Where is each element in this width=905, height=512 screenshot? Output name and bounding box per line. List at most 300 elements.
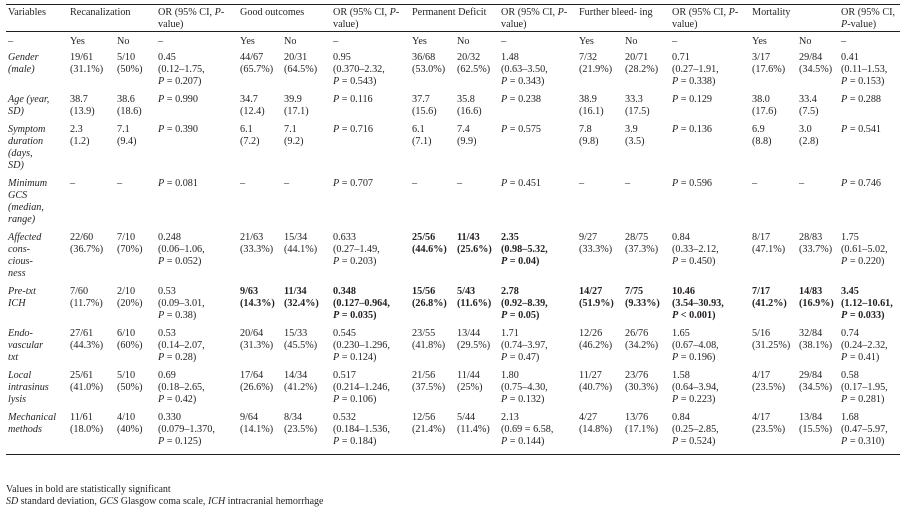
- cell-line: (0.09–3.01,: [158, 298, 205, 309]
- cell-line: 7/75: [625, 286, 644, 297]
- subheader-cell: Yes: [412, 36, 427, 47]
- row-label-line: (median,: [8, 202, 44, 213]
- cell-line: (44.6%): [412, 244, 447, 255]
- table-cell: [282, 286, 331, 328]
- subheader-cell: Yes: [240, 36, 255, 47]
- table-cell: [238, 370, 282, 412]
- cell-line: 0.69: [158, 370, 176, 381]
- cell-line: 13/84: [799, 412, 823, 423]
- row-label-line: vascular: [8, 340, 44, 351]
- cell-line: P = 0.184): [333, 436, 377, 447]
- table-cell: [331, 370, 410, 412]
- table-cell: [68, 52, 115, 94]
- cell-line: (46.2%): [579, 340, 613, 351]
- cell-line: (0.370–2.32,: [333, 64, 385, 75]
- table-cell: [499, 124, 577, 178]
- cell-line: 1.48: [501, 52, 519, 63]
- cell-line: 0.58: [841, 370, 859, 381]
- cell-line: P = 0.153): [841, 76, 885, 87]
- cell-line: 22/60: [70, 232, 94, 243]
- cell-line: (16.1): [579, 106, 604, 117]
- table-cell: [238, 286, 282, 328]
- cell-line: P = 0.390: [158, 124, 198, 135]
- cell-line: 2.78: [501, 286, 519, 297]
- cell-line: 44/67: [240, 52, 264, 63]
- table-cell: [750, 52, 797, 94]
- table-cell: [839, 52, 900, 94]
- header-variables: Variables: [8, 7, 46, 18]
- row-label: [6, 52, 68, 94]
- cell-line: (18.6): [117, 106, 142, 117]
- cell-line: P = 0.033): [841, 310, 885, 321]
- table-footnotes: [6, 484, 323, 508]
- cell-line: 0.348: [333, 286, 356, 297]
- cell-line: (12.4): [240, 106, 265, 117]
- table-cell: [670, 328, 750, 370]
- table-cell: [670, 94, 750, 124]
- cell-line: 4/17: [752, 370, 771, 381]
- cell-line: P = 0.223): [672, 394, 716, 405]
- table-cell: [577, 328, 623, 370]
- cell-line: (62.5%): [457, 64, 491, 75]
- table-cell: [623, 124, 670, 178]
- row-label-line: (male): [8, 64, 35, 75]
- table-cell: [499, 412, 577, 455]
- table-cell: [670, 52, 750, 94]
- table-cell: [238, 52, 282, 94]
- bold-note: Values in bold are statistically significant: [6, 484, 171, 495]
- cell-line: (9.2): [284, 136, 304, 147]
- row-label-line: Pre-txt: [8, 286, 36, 297]
- cell-line: 34.7: [240, 94, 258, 105]
- table-cell: [282, 178, 331, 232]
- cell-line: (11.4%): [457, 424, 490, 435]
- table-cell: [115, 178, 156, 232]
- cell-line: (15.6): [412, 106, 437, 117]
- cell-line: P = 0.450): [672, 256, 716, 267]
- cell-line: (0.24–2.32,: [841, 340, 888, 351]
- cell-line: 8/17: [752, 232, 771, 243]
- cell-line: 0.330: [158, 412, 181, 423]
- cell-line: (41.2%): [752, 298, 787, 309]
- cell-line: (0.75–4.30,: [501, 382, 548, 393]
- cell-line: P = 0.220): [841, 256, 885, 267]
- cell-line: (38.1%): [799, 340, 833, 351]
- cell-line: (29.5%): [457, 340, 491, 351]
- cell-line: –: [70, 178, 76, 189]
- table-cell: [797, 124, 839, 178]
- table-cell: [750, 232, 797, 286]
- cell-line: (26.6%): [240, 382, 274, 393]
- cell-line: 2.13: [501, 412, 519, 423]
- cell-line: (0.18–2.65,: [158, 382, 205, 393]
- cell-line: 7/17: [752, 286, 771, 297]
- cell-line: P = 0.106): [333, 394, 377, 405]
- cell-line: (0.61–5.02,: [841, 244, 888, 255]
- table-cell: [156, 232, 238, 286]
- cell-line: (16.6): [457, 106, 482, 117]
- cell-line: 5/43: [457, 286, 476, 297]
- row-label-line: cons-: [8, 244, 31, 255]
- table-cell: [750, 124, 797, 178]
- row-label: [6, 286, 68, 328]
- cell-line: 11/27: [579, 370, 602, 381]
- cell-line: 39.9: [284, 94, 302, 105]
- cell-line: 7.8: [579, 124, 592, 135]
- cell-line: (31.25%): [752, 340, 791, 351]
- table-cell: [750, 412, 797, 455]
- table-cell: [156, 412, 238, 455]
- table-cell: [577, 286, 623, 328]
- table-cell: [282, 412, 331, 455]
- table-cell: [282, 370, 331, 412]
- cell-line: (44.1%): [284, 244, 318, 255]
- cell-line: –: [457, 178, 463, 189]
- header-row: [6, 5, 900, 32]
- cell-line: P = 0.125): [158, 436, 202, 447]
- cell-line: P < 0.001): [672, 310, 716, 321]
- header-or: OR (95% CI, P-value): [841, 7, 896, 30]
- cell-line: 0.517: [333, 370, 356, 381]
- cell-line: 36/68: [412, 52, 436, 63]
- p-symbol: P: [728, 7, 735, 18]
- table-row: [6, 370, 900, 412]
- cell-line: (0.27–1.91,: [672, 64, 719, 75]
- cell-line: 38.0: [752, 94, 770, 105]
- cell-line: (30.3%): [625, 382, 659, 393]
- cell-line: P = 0.451: [501, 178, 542, 189]
- cell-line: (11.6%): [457, 298, 492, 309]
- abbr-definition: Glasgow coma scale,: [118, 496, 208, 507]
- row-label-line: intrasinus: [8, 382, 49, 393]
- table-cell: [331, 328, 410, 370]
- table-cell: [282, 94, 331, 124]
- cell-line: (40.7%): [579, 382, 613, 393]
- cell-line: (0.25–2.85,: [672, 424, 719, 435]
- table-cell: [670, 232, 750, 286]
- cell-line: 37.7: [412, 94, 430, 105]
- cell-line: 5/44: [457, 412, 476, 423]
- table-cell: [839, 328, 900, 370]
- cell-line: 14/83: [799, 286, 823, 297]
- cell-line: 0.53: [158, 328, 176, 339]
- row-label-line: GCS: [8, 190, 28, 201]
- cell-line: 4/10: [117, 412, 136, 423]
- header-mortality: Mortality: [752, 7, 791, 18]
- table-cell: [750, 370, 797, 412]
- table-cell: [331, 124, 410, 178]
- table-cell: [238, 124, 282, 178]
- table-cell: [331, 52, 410, 94]
- cell-line: 12/56: [412, 412, 436, 423]
- cell-line: (32.4%): [284, 298, 319, 309]
- cell-line: P = 0.035): [333, 310, 377, 321]
- table-cell: [499, 52, 577, 94]
- cell-line: (50%): [117, 382, 143, 393]
- cell-line: (1.12–10.61,: [841, 298, 893, 309]
- header-or: OR (95% CI, P-value): [158, 7, 225, 30]
- cell-line: (23.5%): [752, 424, 786, 435]
- header-or: OR (95% CI, P-value): [672, 7, 739, 30]
- cell-line: 7.4: [457, 124, 470, 135]
- cell-line: –: [625, 178, 631, 189]
- cell-line: 0.53: [158, 286, 176, 297]
- cell-line: (0.27–1.49,: [333, 244, 380, 255]
- table-cell: [156, 328, 238, 370]
- cell-line: P = 0.207): [158, 76, 202, 87]
- table-cell: [282, 328, 331, 370]
- cell-line: 0.84: [672, 412, 690, 423]
- table-cell: [455, 370, 499, 412]
- row-label-line: ICH: [8, 298, 26, 309]
- cell-line: 0.633: [333, 232, 356, 243]
- cell-line: 20/64: [240, 328, 264, 339]
- cell-line: P = 0.04): [501, 256, 540, 267]
- cell-line: (21.9%): [579, 64, 613, 75]
- cell-line: 0.71: [672, 52, 690, 63]
- cell-line: (23.5%): [752, 382, 786, 393]
- header-or: OR (95% CI, P-value): [333, 7, 400, 30]
- table-cell: [238, 94, 282, 124]
- p-symbol: P: [389, 7, 396, 18]
- abbreviations-line: [6, 496, 323, 508]
- table-cell: [670, 412, 750, 455]
- cell-line: (9.8): [579, 136, 599, 147]
- cell-line: 12/26: [579, 328, 603, 339]
- table-cell: [410, 370, 455, 412]
- cell-line: 0.74: [841, 328, 859, 339]
- cell-line: (25.6%): [457, 244, 492, 255]
- table-row: [6, 232, 900, 286]
- cell-line: (7.5): [799, 106, 819, 117]
- table-cell: [499, 286, 577, 328]
- table-cell: [623, 232, 670, 286]
- cell-line: (28.2%): [625, 64, 659, 75]
- subheader-cell: No: [284, 36, 297, 47]
- cell-line: 23/76: [625, 370, 649, 381]
- cell-line: 28/75: [625, 232, 649, 243]
- row-label-line: range): [8, 214, 36, 225]
- table-cell: [623, 412, 670, 455]
- table-cell: [455, 52, 499, 94]
- cell-line: 2.35: [501, 232, 519, 243]
- table-cell: [623, 328, 670, 370]
- table-cell: [115, 52, 156, 94]
- table-cell: [410, 124, 455, 178]
- table-cell: [577, 124, 623, 178]
- abbr-term: GCS: [99, 496, 119, 507]
- cell-line: (17.6): [752, 106, 777, 117]
- cell-line: (33.7%): [799, 244, 833, 255]
- table-cell: [839, 178, 900, 232]
- table-row: [6, 286, 900, 328]
- cell-line: (20%): [117, 298, 143, 309]
- p-symbol: P: [841, 19, 848, 30]
- abbr-definition: intracranial hemorrhage: [225, 496, 324, 507]
- subheader-cell: –: [8, 36, 14, 47]
- cell-line: (0.74–3.97,: [501, 340, 548, 351]
- cell-line: 15/56: [412, 286, 436, 297]
- subheader-cell: No: [799, 36, 812, 47]
- table-row: [6, 94, 900, 124]
- table-cell: [410, 328, 455, 370]
- cell-line: P = 0.144): [501, 436, 545, 447]
- cell-line: (0.214–1.246,: [333, 382, 390, 393]
- cell-line: 7/60: [70, 286, 89, 297]
- cell-line: 32/84: [799, 328, 823, 339]
- cell-line: 0.84: [672, 232, 690, 243]
- table-cell: [839, 124, 900, 178]
- cell-line: 1.80: [501, 370, 519, 381]
- cell-line: (41.0%): [70, 382, 104, 393]
- row-label-line: Symptom: [8, 124, 46, 135]
- cell-line: 1.71: [501, 328, 519, 339]
- table-cell: [331, 232, 410, 286]
- cell-line: 23/55: [412, 328, 436, 339]
- cell-line: 6.9: [752, 124, 765, 135]
- cell-line: (17.1%): [625, 424, 659, 435]
- cell-line: 15/34: [284, 232, 308, 243]
- cell-line: 6.1: [412, 124, 425, 135]
- cell-line: 21/63: [240, 232, 264, 243]
- cell-line: (70%): [117, 244, 143, 255]
- table-cell: [331, 178, 410, 232]
- row-label-line: cious-: [8, 256, 33, 267]
- table-cell: [499, 232, 577, 286]
- subheader-cell: –: [158, 36, 164, 47]
- cell-line: (45.5%): [284, 340, 318, 351]
- cell-line: (0.92–8.39,: [501, 298, 548, 309]
- cell-line: (0.184–1.536,: [333, 424, 390, 435]
- p-symbol: P: [214, 7, 221, 18]
- row-label: [6, 178, 68, 232]
- cell-line: P = 0.132): [501, 394, 545, 405]
- cell-line: (23.5%): [284, 424, 318, 435]
- table-row: [6, 328, 900, 370]
- cell-line: 1.65: [672, 328, 690, 339]
- cell-line: (0.63–3.50,: [501, 64, 548, 75]
- cell-line: 35.8: [457, 94, 475, 105]
- table-cell: [839, 286, 900, 328]
- cell-line: (0.06–1.06,: [158, 244, 205, 255]
- cell-line: 17/64: [240, 370, 264, 381]
- cell-line: (53.0%): [412, 64, 446, 75]
- table-cell: [68, 286, 115, 328]
- cell-line: P = 0.136: [672, 124, 713, 135]
- header-recanalization: Recanalization: [70, 7, 131, 18]
- table-cell: [839, 94, 900, 124]
- cell-line: (15.5%): [799, 424, 833, 435]
- cell-line: (14.8%): [579, 424, 613, 435]
- table-cell: [410, 232, 455, 286]
- table-row: [6, 412, 900, 455]
- table-cell: [499, 178, 577, 232]
- row-label-line: Minimum: [8, 178, 48, 189]
- row-label-line: methods: [8, 424, 42, 435]
- cell-line: 38.7: [70, 94, 88, 105]
- cell-line: 19/61: [70, 52, 94, 63]
- cell-line: P = 0.28): [158, 352, 197, 363]
- cell-line: (0.127–0.964,: [333, 298, 390, 309]
- row-label: [6, 94, 68, 124]
- row-label-line: lysis: [8, 394, 27, 405]
- cell-line: 0.532: [333, 412, 356, 423]
- table-cell: [410, 412, 455, 455]
- cell-line: P = 0.343): [501, 76, 545, 87]
- table-cell: [499, 328, 577, 370]
- table-cell: [455, 94, 499, 124]
- cell-line: 9/63: [240, 286, 259, 297]
- table-cell: [410, 94, 455, 124]
- abbr-term: ICH: [207, 496, 226, 507]
- table-cell: [623, 370, 670, 412]
- cell-line: 38.6: [117, 94, 135, 105]
- cell-line: 38.9: [579, 94, 597, 105]
- subheader-cell: No: [457, 36, 470, 47]
- cell-line: P = 0.990: [158, 94, 198, 105]
- cell-line: (40%): [117, 424, 143, 435]
- cell-line: (0.079–1.370,: [158, 424, 215, 435]
- table-cell: [797, 370, 839, 412]
- table-cell: [455, 286, 499, 328]
- table-cell: [623, 178, 670, 232]
- cell-line: 0.95: [333, 52, 351, 63]
- cell-line: (18.0%): [70, 424, 104, 435]
- cell-line: (25%): [457, 382, 483, 393]
- cell-line: 6/10: [117, 328, 136, 339]
- p-symbol: P: [557, 7, 564, 18]
- cell-line: 1.68: [841, 412, 859, 423]
- cell-line: –: [412, 178, 418, 189]
- row-label: [6, 370, 68, 412]
- table-cell: [68, 232, 115, 286]
- cell-line: (34.5%): [799, 382, 833, 393]
- cell-line: 25/56: [412, 232, 436, 243]
- table-cell: [623, 286, 670, 328]
- table-cell: [839, 232, 900, 286]
- row-label: [6, 412, 68, 455]
- table-cell: [623, 52, 670, 94]
- row-label: [6, 232, 68, 286]
- cell-line: –: [284, 178, 290, 189]
- cell-line: –: [752, 178, 758, 189]
- table-row: [6, 52, 900, 94]
- cell-line: (34.2%): [625, 340, 659, 351]
- table-cell: [797, 178, 839, 232]
- cell-line: P = 0.081: [158, 178, 198, 189]
- cell-line: (0.17–1.95,: [841, 382, 888, 393]
- table-cell: [282, 232, 331, 286]
- cell-line: (9.33%): [625, 298, 660, 309]
- header-or: OR (95% CI, P-value): [501, 7, 568, 30]
- cell-line: P = 0.288: [841, 94, 882, 105]
- table-cell: [750, 286, 797, 328]
- cell-line: 0.45: [158, 52, 176, 63]
- cell-line: 14/27: [579, 286, 603, 297]
- cell-line: P = 0.541: [841, 124, 882, 135]
- cell-line: (0.14–2.07,: [158, 340, 205, 351]
- cell-line: (0.230–1.296,: [333, 340, 390, 351]
- cell-line: (14.3%): [240, 298, 275, 309]
- cell-line: (44.3%): [70, 340, 104, 351]
- cell-line: 33.4: [799, 94, 817, 105]
- table-cell: [282, 124, 331, 178]
- cell-line: 29/84: [799, 370, 823, 381]
- table-cell: [577, 52, 623, 94]
- cell-line: (33.3%): [579, 244, 613, 255]
- table-cell: [115, 286, 156, 328]
- subheader-cell: –: [672, 36, 678, 47]
